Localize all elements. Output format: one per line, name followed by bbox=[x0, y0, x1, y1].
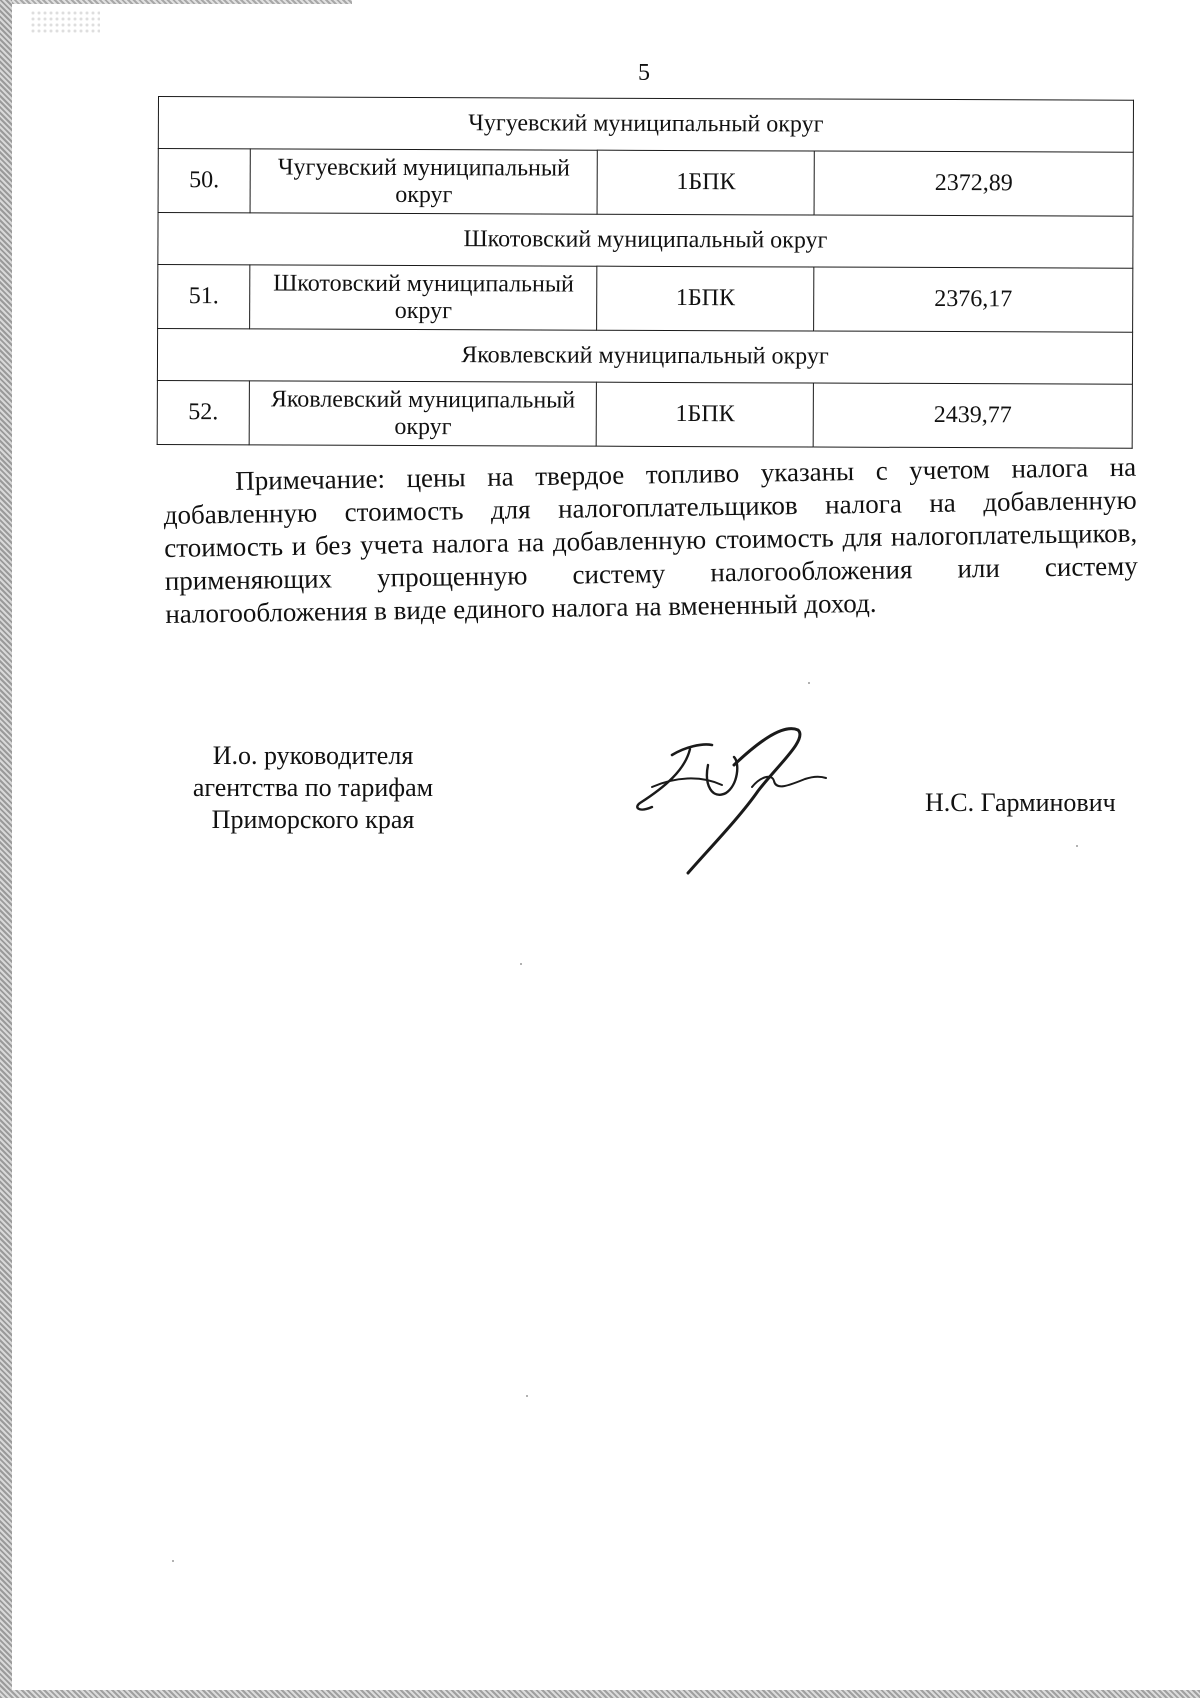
handwritten-signature bbox=[630, 725, 830, 880]
row-price: 2439,77 bbox=[813, 383, 1132, 448]
row-municipality: Чугуевский муниципальный округ bbox=[250, 149, 598, 214]
row-number: 50. bbox=[158, 149, 250, 213]
page-number: 5 bbox=[638, 60, 650, 86]
scan-dust bbox=[172, 1560, 174, 1562]
row-fuel-type: 1БПК bbox=[597, 266, 814, 331]
note-paragraph: Примечание: цены на твердое топливо указаны с учетом налога на добавленную стоимость для налогоплательщиков налога на добавленную стоимость и без учета налога на добавленную стоимость для налогоплательщиков, применяющих упрощенную систему налогообложения или систему налогообложения в виде единого налога на вмененный доход. bbox=[163, 451, 1138, 629]
table-row bbox=[157, 380, 1132, 448]
row-fuel-type: 1БПК bbox=[597, 382, 814, 447]
scan-dust bbox=[526, 1395, 528, 1397]
scan-border-left bbox=[0, 0, 12, 1698]
row-price: 2376,17 bbox=[814, 267, 1133, 332]
scan-dust bbox=[1076, 845, 1078, 847]
signer-title-line: Приморского края bbox=[211, 805, 415, 834]
row-municipality: Яковлевский муниципальный округ bbox=[249, 381, 597, 446]
table-group-row bbox=[157, 329, 1132, 385]
scan-border-top bbox=[12, 0, 352, 4]
signer-name: Н.С. Гарминович bbox=[925, 788, 1116, 817]
signer-title bbox=[158, 740, 468, 836]
group-title: Яковлевский муниципальный округ bbox=[157, 329, 1132, 385]
scan-noise bbox=[30, 10, 100, 34]
signer-title-line: И.о. руководителя bbox=[212, 741, 414, 770]
table-row bbox=[158, 149, 1133, 217]
group-title: Чугуевский муниципальный округ bbox=[158, 97, 1133, 153]
row-municipality: Шкотовский муниципальный округ bbox=[250, 265, 598, 330]
row-number: 52. bbox=[157, 380, 249, 444]
tariff-table bbox=[157, 96, 1134, 449]
row-price: 2372,89 bbox=[814, 151, 1133, 216]
scan-dust bbox=[808, 682, 810, 684]
table-group-row bbox=[158, 97, 1133, 153]
row-fuel-type: 1БПК bbox=[597, 150, 814, 215]
table-group-row bbox=[158, 213, 1133, 269]
signer-title-line: агентства по тарифам bbox=[192, 773, 434, 802]
scan-dust bbox=[520, 963, 522, 965]
group-title: Шкотовский муниципальный округ bbox=[158, 213, 1133, 269]
table-row bbox=[158, 265, 1133, 333]
scan-border-bottom bbox=[0, 1690, 1200, 1698]
row-number: 51. bbox=[158, 265, 250, 329]
